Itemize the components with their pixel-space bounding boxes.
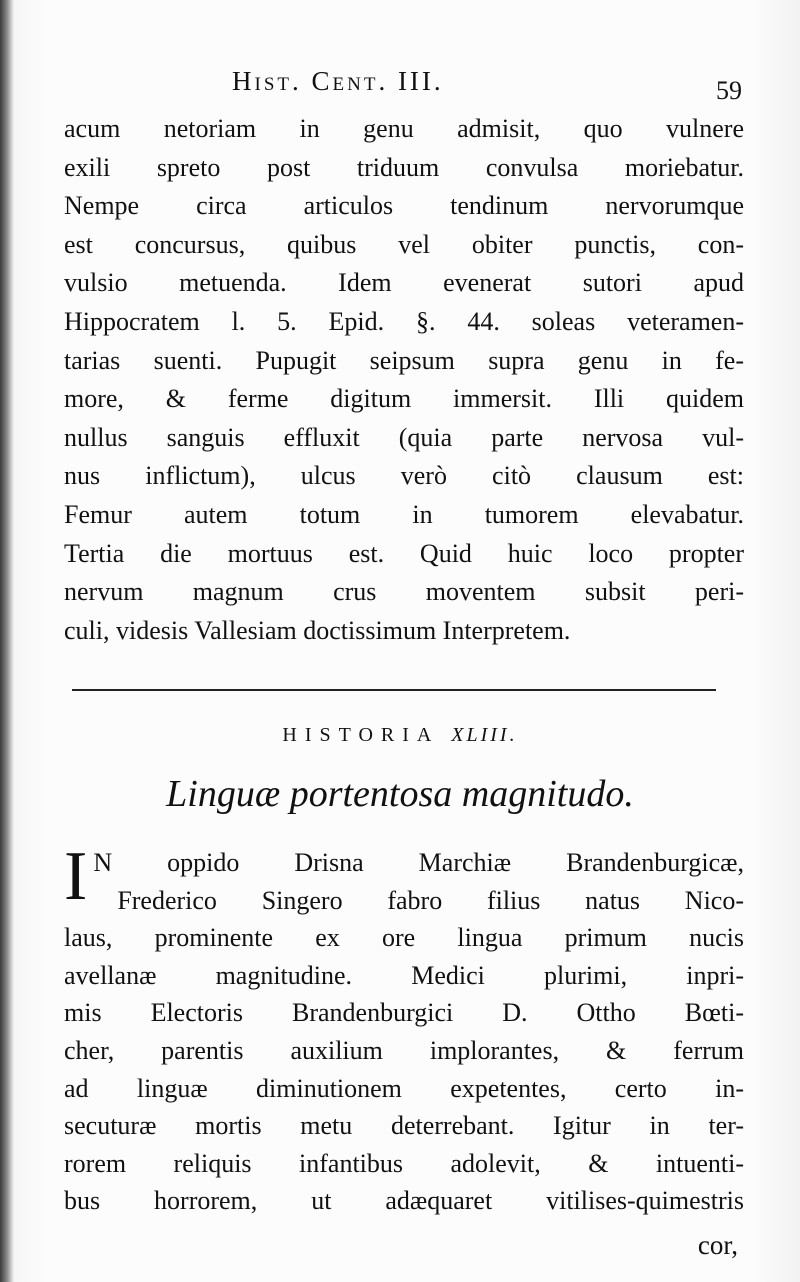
text-line: laus, prominente ex ore lingua primum nucis [64,923,744,953]
page-number: 59 [716,76,742,105]
section-number: XLIII. [451,724,518,746]
section-label [0,724,800,747]
text-line: acum netoriam in genu admisit, quo vulnere [64,114,744,143]
section-body [64,838,744,1220]
text-line: Hippocratem l. 5. Epid. §. 44. soleas veteramen- [64,306,744,336]
page-edge-shadow [0,0,14,1282]
text-line: est concursus, quibus vel obiter punctis, con- [64,229,744,259]
text-line: nervum magnum crus moventem subsit peri- [64,577,744,607]
text-line: cher, parentis auxilium implorantes, & ferrum [64,1035,744,1065]
text-line: bus horrorem, ut adæquaret vitilises-quimestris [64,1186,744,1216]
text-line: rorem reliquis infantibus adolevit, & intuenti- [64,1148,744,1178]
text-line: avellanæ magnitudine. Medici plurimi, inpri- [64,960,744,990]
section-heading: Linguæ portentosa magnitudo. [166,773,634,815]
text-line: Frederico Singero fabro filius natus Nico- [117,885,744,915]
section-label-word: HISTORIA [282,724,439,746]
text-line: mis Electoris Brandenburgici D. Ottho Bœti- [64,998,744,1028]
text-line: Tertia die mortuus est. Quid huic loco propter [64,538,744,568]
continued-text [64,110,744,650]
text-line: tarias suenti. Pupugit seipsum supra genu in fe- [64,345,744,375]
text-line: Nempe circa articulos tendinum nervorumque [64,191,744,221]
text-line: Femur autem totum in tumorem elevabatur. [64,499,744,529]
drop-cap: I [64,838,88,915]
catchword: cor, [697,1230,738,1260]
running-title: Hist. Cent. III. [232,66,444,96]
text-line: more, & ferme digitum immersit. Illi quidem [64,384,744,414]
section-divider [72,689,716,691]
text-line: culi, videsis Vallesiam doctissimum Interpretem. [64,615,571,645]
text-line: ad linguæ diminutionem expetentes, certo in- [64,1073,744,1103]
text-line: nus inflictum), ulcus verò citò clausum est: [64,461,744,491]
text-line: vulsio metuenda. Idem evenerat sutori apud [64,268,744,298]
text-line: N oppido Drisna Marchiæ Brandenburgicæ, [93,848,744,877]
running-head [70,66,750,105]
text-line: nullus sanguis effluxit (quia parte nervosa vul- [64,422,744,452]
text-line: secuturæ mortis metu deterrebant. Igitur in ter- [64,1111,744,1141]
text-line: exili spreto post triduum convulsa moriebatur. [64,152,744,182]
